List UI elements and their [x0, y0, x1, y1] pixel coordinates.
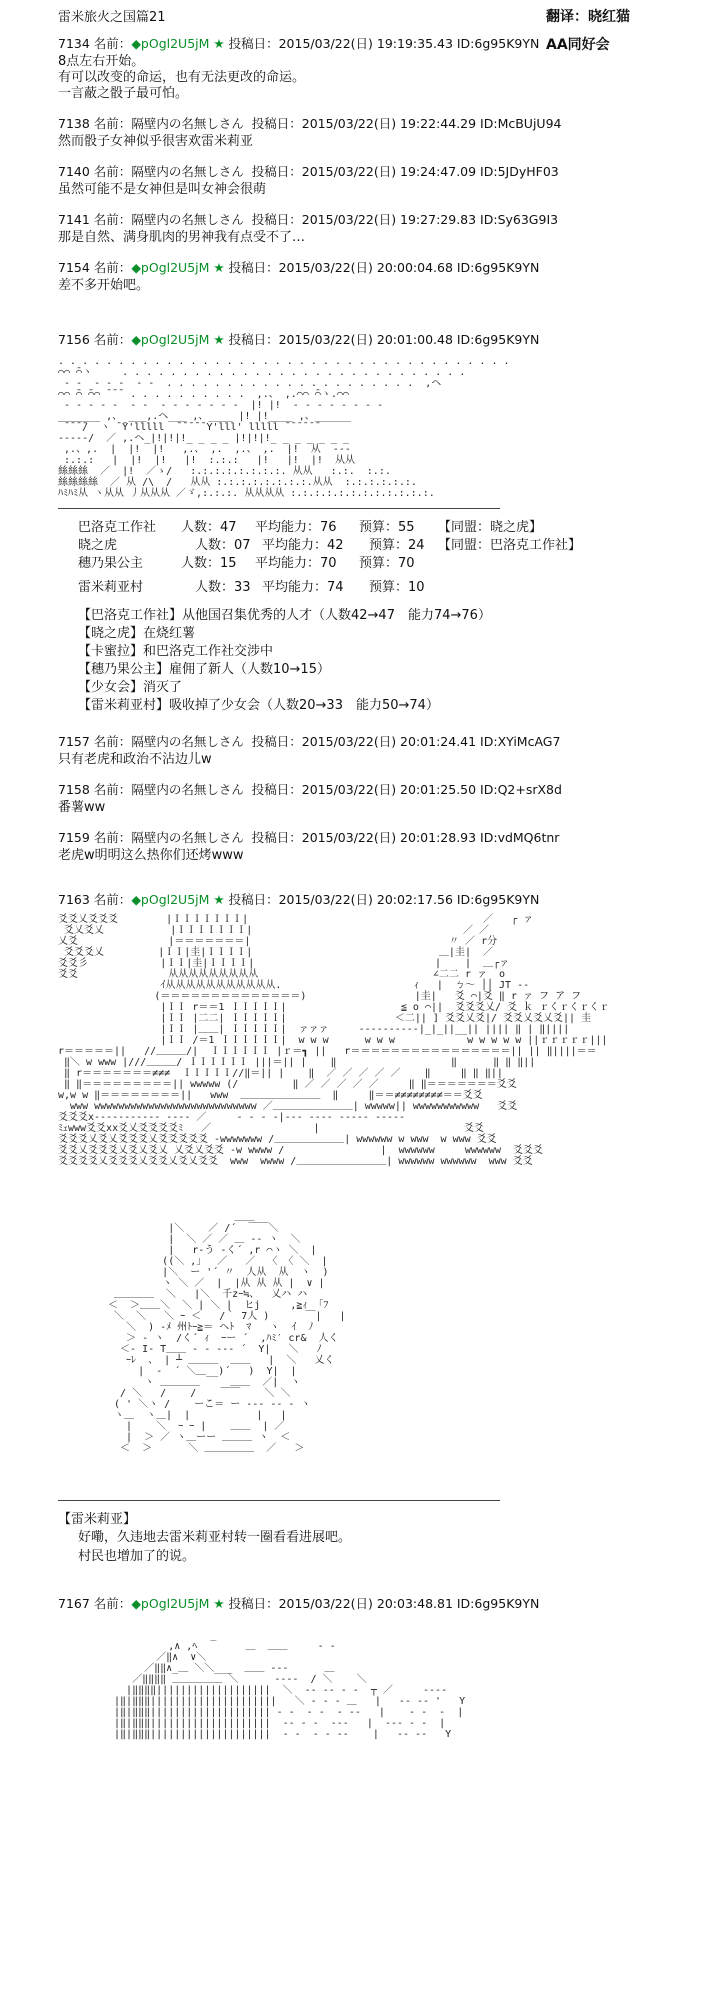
- tripcode: ◆pOgl2U5jM: [131, 332, 210, 347]
- star-icon: ★: [213, 1596, 225, 1611]
- stat-count: 人数：07: [195, 538, 251, 553]
- post-header: 7154 名前：◆pOgl2U5jM ★ 投稿日：2015/03/22(日) 20:00:04.68 ID:6g95K9YN: [58, 260, 540, 275]
- stat-ability: 平均能力：70: [255, 556, 337, 571]
- post-text: 有可以改变的命运，也有无法更改的命运。: [58, 70, 306, 85]
- star-icon: ★: [213, 332, 225, 347]
- stat-count: 人数：33: [195, 580, 251, 595]
- post-text: 那是自然、满身肌肉的男神我有点受不了…: [58, 230, 306, 245]
- tripcode: ◆pOgl2U5jM: [131, 260, 210, 275]
- stat-alliance: 【同盟：巴洛克工作社】: [438, 538, 582, 553]
- tripcode: ◆pOgl2U5jM: [131, 1596, 210, 1611]
- stat-ability: 平均能力：74: [262, 580, 344, 595]
- event-line: 【卡蜜拉】和巴洛克工作社交涉中: [78, 644, 274, 659]
- separator-line: [58, 508, 500, 509]
- post-header: 7141 名前：隔壁内の名無しさん 投稿日：2015/03/22(日) 19:27:29.83 ID:Sy63G9I3: [58, 212, 559, 227]
- translator-credit: 翻译：晓红猫: [546, 9, 630, 25]
- post-header: 7134 名前：◆pOgl2U5jM ★ 投稿日：2015/03/22(日) 19:19:35.43 ID:6g95K9YN: [58, 36, 540, 51]
- stat-count: 人数：15: [181, 556, 237, 571]
- star-icon: ★: [213, 36, 225, 51]
- star-icon: ★: [213, 260, 225, 275]
- post-text: 然而骰子女神似乎很害欢雷米莉亚: [58, 134, 254, 149]
- post-header: 7163 名前：◆pOgl2U5jM ★ 投稿日：2015/03/22(日) 20:02:17.56 ID:6g95K9YN: [58, 892, 540, 907]
- post-header: 7156 名前：◆pOgl2U5jM ★ 投稿日：2015/03/22(日) 20:01:00.48 ID:6g95K9YN: [58, 332, 540, 347]
- stat-name: 雷米莉亚村: [78, 580, 144, 595]
- stat-count: 人数：47: [181, 520, 237, 535]
- event-line: 【穗乃果公主】雇佣了新人（人数10→15）: [78, 662, 330, 677]
- stat-ability: 平均能力：76: [255, 520, 337, 535]
- stat-alliance: 【同盟：晓之虎】: [438, 520, 543, 535]
- post-text: 只有老虎和政治不沾边儿w: [58, 752, 212, 767]
- tripcode: ◆pOgl2U5jM: [131, 892, 210, 907]
- post-header: 7157 名前：隔壁内の名無しさん 投稿日：2015/03/22(日) 20:01:24.41 ID:XYiMcAG7: [58, 734, 561, 749]
- star-icon: ★: [213, 892, 225, 907]
- stat-name: 巴洛克工作社: [78, 520, 157, 535]
- post-text: 8点左右开始。: [58, 54, 145, 69]
- ascii-art-village-scene: 爻爻乂爻爻爻 |ＩＩＩＩＩＩＩ| ／ ┌ ァ 爻乂爻乂 |ＩＩＩＩＩＩＩ| ／ ／ 乂爻 |＝＝＝＝＝＝＝| 〃 ／ r分 爻爻爻乂 |ＩＩ|圭|ＩＩＩＩ| ＿|圭| ／ 爻爻彡 |ＩＩ|圭|ＩＩＩＩ| | | ＿┌ァ 爻爻 从从从从从从从从从 ∠二二 r ァ o ｲ从从从从从从从从从从从. ｨ | ㄅ〜 ││ JT ‐‐ (＝＝＝＝＝＝＝＝＝＝＝＝＝＝) |圭| 爻 ⌒|爻 ‖ r ァ フ ア フ |ＩＩ r＝＝1 ＩＩＩＩＩ| ≦ o ⌒|| 爻爻爻乂/ 爻 ｋ ｒくｒくｒくｒ |ＩＩ |二二| ＩＩＩＩＩ| ＜二|| ] 爻爻乂爻|/ 爻爻乂爻乂爻|| 圭 |ＩＩ |＿＿| ＩＩＩＩＩ| ァァァ ‐‐‐‐‐‐‐‐‐‐|_|_||__|| |||| ‖ | ‖|||| |ＩＩ /＝1 ＩＩＩＩＩＩ| w w w w w w w w w w w ||ｒｒｒｒｒ||| r＝＝＝＝＝|| //＿＿＿/| ＩＩＩＩＩＩ |ｒ＝┓ || r＝＝＝＝＝＝＝＝＝＝＝＝＝＝＝＝|| || ‖||||＝＝ ‖＼ w www |///＿＿＿/ ＩＩＩＩＩＩ |||＝|| | ‖ ‖ ‖ ‖ ‖|| ‖ r＝＝＝＝＝＝＝≠≠≠ ＩＩＩＩＩ//‖＝|| | ‖ ／ ／ ／ ／ ／ ‖ ‖ ‖ ‖|| ‖ ‖＝＝＝＝＝＝＝＝＝|| wwwww (/ ‖ ／ ／ ／ ／ ／ ‖ ‖＝＝＝＝＝＝＝爻爻 w,w w ‖＝＝＝＝＝＝＝＝|| www ＿＿＿＿＿＿＿＿ ‖ ‖＝＝≠≠≠≠≠≠≠≠＝＝爻爻 www wwwwwwwwwwwwwwwwwwwwwwwwwww ／＿＿＿＿＿＿＿＿| wwwww|| wwwwwwwwwww 爻爻 爻爻爻x‐‐‐‐‐‐‐‐‐‐‐ ‐‐‐‐ ／ ‐ ‐ ‐ ‐|‐‐‐ ‐‐‐‐ ‐‐‐‐‐ ‐‐‐‐‐ ﾐｪwww爻爻xx爻乂爻爻爻爻ﾐ ／ | 爻爻 爻爻爻乂爻乂爻爻爻乂爻爻爻爻爻 ‐wwwwwww /＿＿＿＿＿＿＿| wwwwww w www w www 爻爻 爻爻乂爻爻爻乂爻乂爻乂 乂爻乂爻爻 -w wwww / | wwwwww wwwwww 爻爻爻 爻爻爻爻乂爻爻爻乂爻爻乂爻乂爻爻 www wwww /＿＿＿＿＿＿＿＿＿| wwwwww wwwwww www 爻爻: [58, 914, 610, 1167]
- post-text: 番薯ww: [58, 800, 106, 815]
- page-title: 雷米旅火之国篇21: [58, 10, 166, 25]
- event-line: 【晓之虎】在烧红薯: [78, 626, 196, 641]
- ascii-art-castle-scene: . . . . . . . . . . . . . . . . . . . . . . . . . . . . . . . . . . . . . . ⌒⌒ ̄⌒ヽ . . . . . . . . . . . . . . . . . . . . . . . . . . . . . ‐ ‐ ‐ ‐ ‐ ‐ ‐ . . . . . . . . . . . . . . . . . . . . . ,ヘ ⌒⌒ ̄⌒ ̄⌒⌒ ̄ ̄ ̄ . . . . . . . . . . ,.、 ,.⌒⌒ ̄⌒ヽ.⌒⌒ ‐ ‐ ‐ ‐ ‐ ‐ ‐ ‐ ‐ ‐ ‐ ‐ ‐ ‐ |! |! ‐ ‐ ‐ ‐ ‐ ‐ ‐ ‐ _______ ,、 ___,.ヘ___ ,、____ |! |!____ ,、______ ̄ ̄ ̄ ̄/ ヽ ̄ ̄Y'lllll ̄ ̄ ̄ ̄ ̄ Y'lll' lllll ̄ ̄ ̄ ̄ ̄ ̄ ‐‐‐‐‐/ ／ ,.ヘ_|!|!|!_ _ _ _ |!|!|!_ _ _ _ _ _ _ ,.、,. | |! |! ,.、 ,. ,.、 ,. |! 从 ‐‐‐ :.:.: | |! |! |! :.:.: |! |! |! 从从 絲絲絲 ／ |! ／ゝ/ :.:.:.:.:.:.:.:. 从从 :.:. :.:. 絲絲絲絲 ／ 从 /\ / 从从 :.:.:.:.:.:.:.:.从从 :.:.:.:.:.:. ﾊﾐﾊﾐ从 ヽ从从 丿从从从 ／ゞ,:.:.:. 从从从从 :.:.:.:.:.:.:.:.:.:.:.:.: [58, 356, 510, 499]
- dialogue-line: 村民也增加了的说。: [78, 1549, 196, 1564]
- post-header: 7167 名前：◆pOgl2U5jM ★ 投稿日：2015/03/22(日) 20:03:48.81 ID:6g95K9YN: [58, 1596, 540, 1611]
- post-text: 老虎w明明这么热你们还烤www: [58, 848, 244, 863]
- stat-name: 晓之虎: [78, 538, 118, 553]
- stat-budget: 预算：70: [359, 556, 415, 571]
- group-credit: AA同好会: [546, 37, 610, 53]
- post-text: 差不多开始吧。: [58, 278, 150, 293]
- post-header: 7159 名前：隔壁内の名無しさん 投稿日：2015/03/22(日) 20:01:28.93 ID:vdMQ6tnr: [58, 830, 560, 845]
- post-header: 7138 名前：隔壁内の名無しさん 投稿日：2015/03/22(日) 19:22:44.29 ID:McBUjU94: [58, 116, 562, 131]
- event-line: 【雷米莉亚村】吸收掉了少女会（人数20→33 能力50→74）: [78, 698, 439, 713]
- post-text: 虽然可能不是女神但是叫女神会很萌: [58, 182, 267, 197]
- event-line: 【巴洛克工作社】从他国召集优秀的人才（人数42→47 能力74→76）: [78, 608, 491, 623]
- speaker-label: 【雷米莉亚】: [58, 1512, 137, 1527]
- ascii-art-village-partial: _ ,∧ ,ﾍ ＿ ＿＿ ‐ ‐ ／‖∧ ∨＼ ／‖‖∧_＿ ＼＼___ ＿＿ ‐‐‐ ＿ ／‖‖‖‖ ＿＿＿＿＿ ＼ ‐‐‐‐ / ＼ ＼ |‖‖‖‖||||||||||||||||||| ＼ ‐‐ ‐‐ ‐ ‐ ┬ ／ ‐‐‐‐ |‖|‖‖‖||||||||||||||||||||| ＼ ‐ ‐ ‐ ＿ | ‐‐ ‐‐ ' Y |‖|‖‖‖|||||||||||||||||||| ‐ ‐ ‐ ‐ ‐ ‐‐ | ‐ ‐ ‐ | |‖|‖‖‖|||||||||||||||||||| ‐‐ ‐ ‐ ‐‐‐ | ‐‐‐ ‐ ‐ | |‖|‖‖‖|||||||||||||||||||| ‐ ‐ ‐ ‐ ‐‐ | ‐‐ ‐‐ Y: [114, 1630, 466, 1740]
- post-header: 7158 名前：隔壁内の名無しさん 投稿日：2015/03/22(日) 20:01:25.50 ID:Q2+srX8d: [58, 782, 562, 797]
- tripcode: ◆pOgl2U5jM: [131, 36, 210, 51]
- separator-line: [58, 1500, 500, 1501]
- stat-budget: 预算：24: [369, 538, 425, 553]
- stat-budget: 预算：10: [369, 580, 425, 595]
- ascii-art-remilia-character: ＿＿ |＼ ／ /´ ￣￣＼ | ＼ ／ ／ ＿ ‐‐ ヽ ＼ | r‐う ‐く´ ,r ⌒ヽ ＼ | ((＼ ,｣ ／ ／ 〈 〈 ＼ | |＼ ー '´ 〃 人从 从 ヽ ) ヽ ＼ ／ | |从 从 从 | ∨ | ＿＿＿＿ ＼ |＼ 千zｰ≒、 乂ハ ハ ＜ ＞＿＿＼ ＼ | ＼ | ヒj ,≧ｨ 「ﾌ ＼ ＼ ＼ ｰ ＜ /｀ 7人 ) ￣| | ＼ ) -ﾒ 州ﾄｰ≧＝ ヘﾄ ﾏ ヽ ｲ ﾉ ＞ ‐ ヽ /く´ ｨ ｰー ´ ,ﾊﾐ′ cr& 人く ＜‐ I‐ T＿＿ ‐ ‐ ‐‐‐ ´ Y| ＼ ﾉ ｰﾚ 、 | ┴ ＿＿＿ ＿＿ | ＼ 乂く | ‐ ´ ＼＿__)´ ) Y| | ヽ ＿＿＿＿ ＿＿ ／| ヽ / ＼ / / ￣￣ ＼ ＼ ( ' ＼ヽ / ーこ＝ ー ‐‐‐ ‐‐ ‐ ヽ ヽ＿ ヽ＿| | | | | ＼ ｰ ｰ | ＿＿ | ／ | ＞ ／ ヽ＿ーー ＿＿＿ ヽ ＜ ＜ ＞ ＼ ＿＿＿＿＿ ／ ＞: [108, 1212, 346, 1454]
- dialogue-line: 好嘞，久违地去雷米莉亚村转一圈看看进展吧。: [78, 1530, 352, 1545]
- post-header: 7140 名前：隔壁内の名無しさん 投稿日：2015/03/22(日) 19:24:47.09 ID:5JDyHF03: [58, 164, 559, 179]
- stat-ability: 平均能力：42: [262, 538, 344, 553]
- stat-name: 穗乃果公主: [78, 556, 144, 571]
- post-text: 一言蔽之骰子最可怕。: [58, 86, 189, 101]
- stat-budget: 预算：55: [359, 520, 415, 535]
- event-line: 【少女会】消灭了: [78, 680, 183, 695]
